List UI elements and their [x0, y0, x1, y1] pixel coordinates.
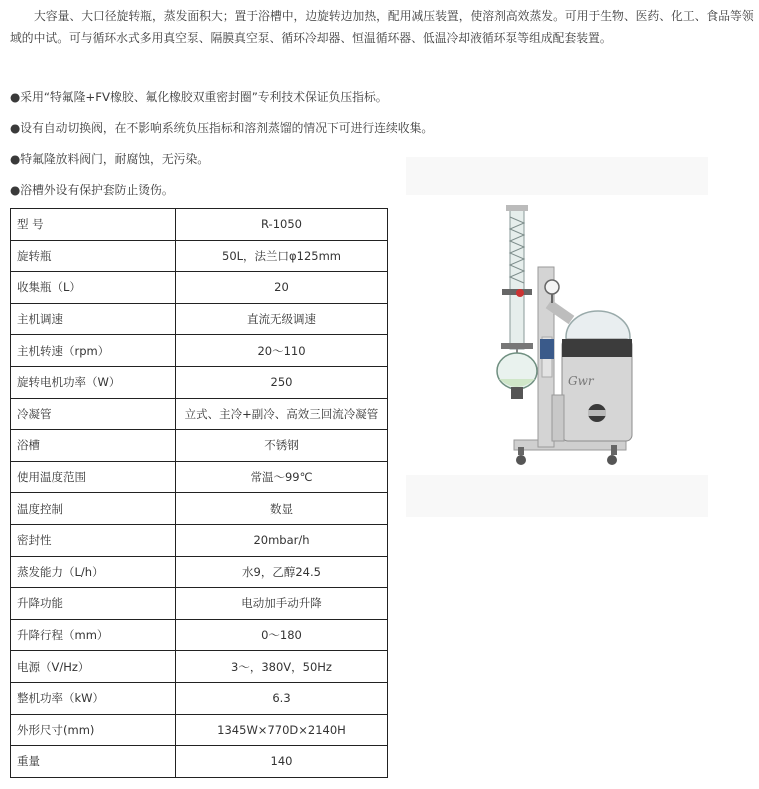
feature-bullet: ●浴槽外设有保护套防止烫伤。 — [10, 183, 174, 197]
spec-value: 0～180 — [176, 619, 388, 651]
spec-value: 不锈钢 — [176, 430, 388, 462]
spec-label: 冷凝管 — [11, 398, 176, 430]
spec-row — [11, 524, 388, 556]
spec-label: 使用温度范围 — [11, 461, 176, 493]
spec-value: 6.3 — [176, 682, 388, 714]
spec-label: 温度控制 — [11, 493, 176, 525]
spec-value: 电动加手动升降 — [176, 588, 388, 620]
spec-value: 20mbar/h — [176, 524, 388, 556]
spec-table — [10, 208, 388, 778]
spec-value: 140 — [176, 746, 388, 778]
spec-value: 20～110 — [176, 335, 388, 367]
spec-label: 浴槽 — [11, 430, 176, 462]
spec-label: 重量 — [11, 746, 176, 778]
feature-bullet: ●采用“特氟隆+FV橡胶、氟化橡胶双重密封圈”专利技术保证负压指标。 — [10, 90, 388, 104]
spec-row — [11, 366, 388, 398]
brand-logo: Gwr — [568, 374, 594, 388]
spec-label: 外形尺寸(mm) — [11, 714, 176, 746]
spec-value: R-1050 — [176, 209, 388, 241]
spec-label: 升降功能 — [11, 588, 176, 620]
spec-row — [11, 619, 388, 651]
spec-value: 立式、主冷+副冷、高效三回流冷凝管 — [176, 398, 388, 430]
intro-text: 大容量、大口径旋转瓶，蒸发面积大；置于浴槽中，边旋转边加热，配用减压装置，使溶剂高效蒸发。可用于生物、医药、化工、食品等领域的中试。可与循环水式多用真空泵、隔膜真空泵、循环冷却器、恒温循环器、低温冷却液循环泵等组成配套装置。 — [10, 9, 754, 45]
spec-label: 密封性 — [11, 524, 176, 556]
spec-label: 型 号 — [11, 209, 176, 241]
spec-row — [11, 746, 388, 778]
spec-value: 水9，乙醇24.5 — [176, 556, 388, 588]
spec-row — [11, 493, 388, 525]
spec-label: 主机转速（rpm） — [11, 335, 176, 367]
feature-bullet: ●特氟隆放料阀门，耐腐蚀，无污染。 — [10, 152, 210, 166]
spec-row — [11, 303, 388, 335]
spec-label: 升降行程（mm） — [11, 619, 176, 651]
spec-label: 电源（V/Hz） — [11, 651, 176, 683]
spec-value: 50L，法兰口φ125mm — [176, 240, 388, 272]
spec-row — [11, 556, 388, 588]
spec-row — [11, 272, 388, 304]
spec-row — [11, 682, 388, 714]
intro-paragraph — [10, 5, 754, 49]
rotary-evaporator-illustration — [406, 157, 708, 517]
spec-row — [11, 240, 388, 272]
spec-value: 直流无级调速 — [176, 303, 388, 335]
spec-row — [11, 209, 388, 241]
spec-row — [11, 461, 388, 493]
spec-label: 旋转瓶 — [11, 240, 176, 272]
spec-row — [11, 651, 388, 683]
spec-value: 数显 — [176, 493, 388, 525]
spec-value: 250 — [176, 366, 388, 398]
spec-label: 整机功率（kW） — [11, 682, 176, 714]
feature-bullet: ●设有自动切换阀，在不影响系统负压指标和溶剂蒸馏的情况下可进行连续收集。 — [10, 121, 434, 135]
spec-label: 收集瓶（L） — [11, 272, 176, 304]
spec-row — [11, 398, 388, 430]
spec-label: 蒸发能力（L/h） — [11, 556, 176, 588]
spec-value: 3～，380V，50Hz — [176, 651, 388, 683]
spec-value: 常温～99℃ — [176, 461, 388, 493]
spec-row — [11, 430, 388, 462]
spec-row — [11, 335, 388, 367]
spec-row — [11, 714, 388, 746]
spec-value: 20 — [176, 272, 388, 304]
spec-label: 主机调速 — [11, 303, 176, 335]
spec-value: 1345W×770D×2140H — [176, 714, 388, 746]
spec-label: 旋转电机功率（W） — [11, 366, 176, 398]
product-image — [406, 157, 708, 517]
spec-row — [11, 588, 388, 620]
